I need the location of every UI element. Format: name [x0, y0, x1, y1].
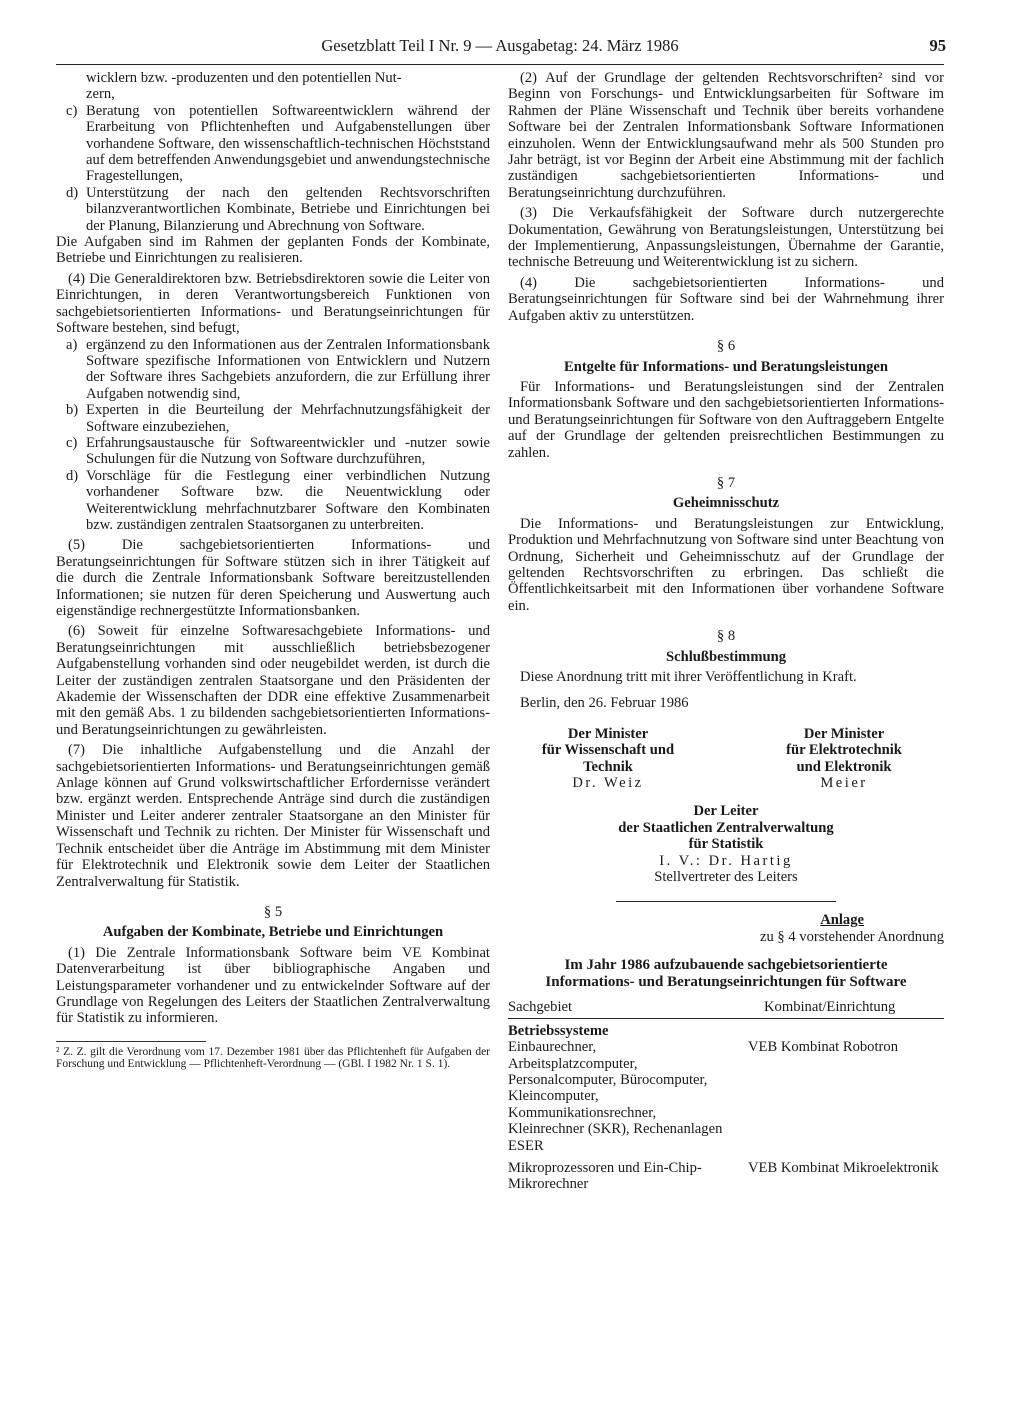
- cell-kombinat: VEB Kombinat Robotron: [748, 1039, 898, 1056]
- table-row: [508, 1039, 944, 1154]
- right-column: [508, 70, 944, 1199]
- signature-row: [508, 726, 944, 792]
- col-header-kombinat: Kombinat/Einrichtung: [764, 999, 896, 1016]
- annex-table-header: [508, 999, 944, 1018]
- section-7-text: Die Informations- und Beratungsleistungen zur Entwicklung, Produktion und Mehrfachnutzung von Software sind unter Beachtung von Ordnung, Sicherheit und Geheimnisschutz auf der Grundlage der geltenden Rechtsvorschriften zu erbringen. Das schließt die Öffentlichkeitsarbeit mit den Informationen über vorhandene Software ein.: [508, 515, 944, 614]
- item-d: [56, 185, 490, 234]
- cell-sachgebiet: Mikroprozessoren und Ein-Chip-Mikrorechner: [508, 1159, 702, 1193]
- paragraph-4-right: (4) Die sachgebietsorientierten Informations- und Beratungseinrichtungen für Software sind bei der Wahrnehmung ihrer Aufgaben aktiv zu unterstützen.: [508, 274, 944, 324]
- divider-rule: [616, 901, 836, 902]
- place-date: Berlin, den 26. Februar 1986: [520, 695, 689, 712]
- section-8-text: Diese Anordnung tritt mit ihrer Veröffentlichung in Kraft.: [520, 669, 857, 685]
- paragraph-fonds: Die Aufgaben sind im Rahmen der geplanten Fonds der Kombinate, Betriebe und Einrichtungen zu realisieren.: [56, 234, 490, 267]
- annex-heading: [508, 957, 944, 991]
- p4-item-a: [56, 337, 490, 403]
- section-5-title: Aufgaben der Kombinate, Betriebe und Einrichtungen: [102, 924, 444, 941]
- sig-line: und Elektronik: [796, 758, 892, 775]
- sig-name: Dr. Weiz: [572, 775, 644, 792]
- sig-line: Der Leiter: [693, 803, 759, 820]
- section-6-number: § 6: [716, 338, 736, 355]
- sig-line: Der Minister: [803, 725, 885, 742]
- table-group-heading: Betriebssysteme: [508, 1022, 609, 1039]
- item-text: Unterstützung der nach den geltenden Rechtsvorschriften bilanzverantwortlichen Kombinate, Betriebe und Einrichtungen bei der Planung, Bilanzierung und Abrechnung von Software.: [86, 184, 490, 234]
- p4-item-b: [56, 402, 490, 435]
- item-label: c): [66, 102, 78, 119]
- sig-line: Der Minister: [567, 725, 649, 742]
- paragraph-7: (7) Die inhaltliche Aufgabenstellung und die Anzahl der sachgebietsorientierten Informations- und Beratungseinrichtungen gemäß Anlage können auf Grund volkswirtschaftlicher Erfordernisse verändert bzw. ergänzt werden. Entsprechende Anträge sind durch die zuständigen Minister und Leiter anderer zentraler Staatsorgane an den Minister für Wissenschaft und Technik zu richten. Der Minister für Wissenschaft und Technik entscheidet über die Anträge im Abstimmung mit dem Minister für Elektrotechnik und Elektronik sowie dem Leiter der Staatlichen Zentralverwaltung für Statistik.: [56, 742, 490, 890]
- paragraph-6: (6) Soweit für einzelne Softwaresachgebiete Informations- und Beratungseinrichtungen mit ausschließlich betriebsbezogener Aufgabenstellung vorhanden sind oder neugebildet werden, ist durch die Leiter der zuständigen zentralen Staatsorgane und den Präsidenten der Akademie der Wissenschaften der DDR eine effektive Zusammenarbeit mit den gemäß Abs. 1 zu bildenden sachgebietsorientierten Informations- und Beratungseinrichtungen zu gewährleisten.: [56, 623, 490, 738]
- header-rule: [56, 64, 944, 65]
- p4-item-c: [56, 435, 490, 468]
- item-text: Vorschläge für die Festlegung einer verbindlichen Nutzung vorhandener Software bzw. die Neuentwicklung oder Weiterentwicklung mehrfachnutzbarer Software den Kombinaten bzw. zuständigen zentralen Staatsorganen zu unterbreiten.: [86, 467, 490, 533]
- p4-item-d: [56, 468, 490, 534]
- item-c: [56, 103, 490, 185]
- item-text: Beratung von potentiellen Softwareentwicklern während der Erarbeitung von Pflichtenheften und Aufgabenstellungen über vorhandene Software, den wissenschaftlich-technischen Höchststand auf dem betreffenden Anwendungsgebiet und anwendungstechnische Fragestellungen,: [86, 102, 490, 185]
- item-label: c): [66, 434, 78, 451]
- sig-line: für Elektrotechnik: [786, 742, 902, 759]
- section-5-paragraph-1: (1) Die Zentrale Informationsbank Software beim VE Kombinat Datenverarbeitung ist über bibliographische Angaben und Leistungsparameter vorhandener und zu entwickelnder Software auf der Grundlage von Regelungen des Leiters der Staatlichen Zentralverwaltung für Statistik zu informieren.: [56, 944, 490, 1027]
- section-5-number: § 5: [263, 903, 283, 920]
- signature-minister-science: [508, 726, 708, 792]
- footnote-rule: [56, 1041, 206, 1042]
- cell-kombinat: VEB Kombinat Mikroelektronik: [748, 1159, 939, 1176]
- section-6-text: Für Informations- und Beratungsleistungen sind der Zentralen Informationsbank Software und den sachgebietsorientierten Informations- und Beratungseinrichtungen für Software von den Auftraggebern Entgelte auf der Grundlage der geltenden preisrechtlichen Bestimmungen zu zahlen.: [508, 378, 944, 461]
- signature-statistics: [508, 803, 944, 885]
- item-label: d): [66, 467, 79, 484]
- gazette-title: Gesetzblatt Teil I Nr. 9 — Ausgabetag: 24. März 1986: [321, 36, 679, 55]
- annex-title: Anlage: [820, 912, 864, 929]
- sig-line: der Staatlichen Zentralverwaltung: [618, 819, 834, 836]
- sig-line: für Statistik: [688, 836, 764, 853]
- annex-reference: zu § 4 vorstehender Anordnung: [759, 928, 944, 945]
- item-b-cont-line2: zern,: [86, 86, 115, 103]
- section-8-title: Schlußbestimmung: [665, 648, 787, 665]
- sig-name: I. V.: Dr. Hartig: [659, 852, 793, 869]
- annex-heading-line1: Im Jahr 1986 aufzubauende sachgebietsorientierte: [564, 957, 888, 974]
- page-number: 95: [929, 36, 946, 55]
- sig-role: Stellvertreter des Leiters: [654, 869, 798, 886]
- paragraph-3: (3) Die Verkaufsfähigkeit der Software durch nutzergerechte Dokumentation, Gewährung von Beratungsleistungen, Unterstützung bei der Implementierung, Anpassungsleistungen, Übernahme der Garantie, technische Betreuung und Weiterentwicklung ist zu sichern.: [508, 205, 944, 271]
- col-header-sachgebiet: Sachgebiet: [508, 999, 573, 1016]
- item-label: a): [66, 336, 78, 353]
- paragraph-4: (4) Die Generaldirektoren bzw. Betriebsdirektoren sowie die Leiter von Einrichtungen, in deren Verantwortungsbereich Funktionen von sachgebietsorientierten Informations- und Beratungseinrichtungen für Software bestehen, sind befugt,: [56, 270, 490, 337]
- sig-name: Meier: [820, 775, 868, 792]
- annex-header: [508, 912, 944, 945]
- item-text: ergänzend zu den Informationen aus der Zentralen Informationsbank Software spezifische Informationen von Entwicklern und Nutzern der Software ihres Sachgebiets anzufordern, die zur Erfüllung ihrer Aufgaben notwendig sind,: [86, 336, 490, 402]
- footnote: ² Z. Z. gilt die Verordnung vom 17. Dezember 1981 über das Pflichtenheft für Aufgaben der Forschung und Entwicklung — Pflichtenheft-Verordnung — (GBl. I 1982 Nr. 1 S. 1).: [56, 1045, 490, 1071]
- item-text: Erfahrungsaustausche für Softwareentwickler und -nutzer sowie Schulungen für die Nutzung von Software durchzuführen,: [86, 434, 490, 468]
- sig-line: Technik: [583, 758, 633, 775]
- item-label: d): [66, 184, 79, 201]
- signature-minister-electronics: [744, 726, 944, 792]
- paragraph-2: (2) Auf der Grundlage der geltenden Rechtsvorschriften² sind vor Beginn von Forschungs- und Entwicklungsarbeiten für Software im Rahmen der Pläne Wissenschaft und Technik über bereits vorhandene Software bei der Zentralen Informationsbank Software Informationen einzuholen. Wenn der Entwicklungsaufwand mehr als 500 Stunden pro Jahr beträgt, ist vor Beginn der Arbeit eine Abstimmung mit der fachlich zuständigen sachgebietsorientierten Informations- und Beratungseinrichtung durchzuführen.: [508, 70, 944, 201]
- section-7-title: Geheimnisschutz: [672, 495, 780, 512]
- sig-line: für Wissenschaft und: [541, 742, 675, 759]
- item-b-continuation: [56, 70, 490, 103]
- item-b-cont-line1: wicklern bzw. -produzenten und den potentiellen Nut-: [86, 70, 402, 86]
- annex-heading-line2: Informations- und Beratungseinrichtungen für Software: [545, 974, 907, 991]
- item-label: b): [66, 402, 79, 419]
- item-text: Experten in die Beurteilung der Mehrfachnutzungsfähigkeit der Software einzubeziehen,: [86, 402, 490, 435]
- section-6-title: Entgelte für Informations- und Beratungsleistungen: [563, 358, 889, 375]
- cell-sachgebiet: Einbaurechner, Arbeitsplatzcomputer, Personalcomputer, Bürocomputer, Kleincomputer, Kommunikationsrechner, Kleinrechner (SKR), Rechenanlagen ESER: [508, 1039, 723, 1154]
- page-header: [0, 38, 1024, 60]
- table-row: [508, 1160, 944, 1193]
- section-7-number: § 7: [716, 474, 736, 491]
- paragraph-5: (5) Die sachgebietsorientierten Informations- und Beratungseinrichtungen für Software stützen sich in ihrer Tätigkeit auf die durch die Zentrale Informationsbank Software bereitzustellenden Informationen; sie nutzen für deren Speicherung und Auswertung auch eigenständige rechnergestützte Informationsbanken.: [56, 537, 490, 619]
- section-8-number: § 8: [716, 628, 736, 645]
- left-column: [56, 70, 490, 1071]
